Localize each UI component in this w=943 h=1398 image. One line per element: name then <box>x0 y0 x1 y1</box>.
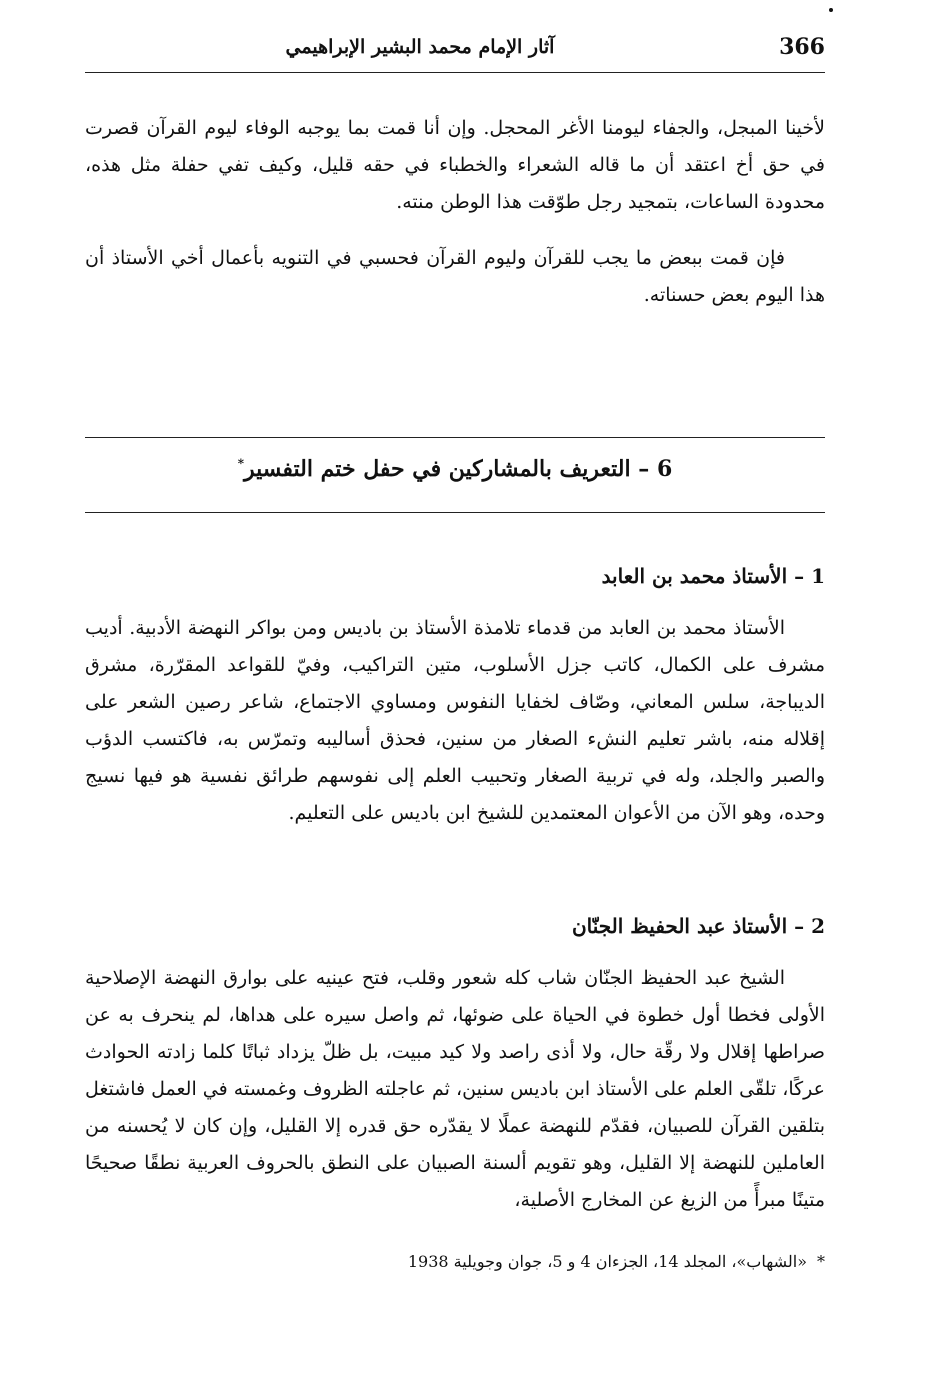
intro-paragraph-1 <box>85 110 825 221</box>
scan-speck <box>829 8 833 12</box>
footnote-mark: * <box>817 1252 825 1271</box>
footnote-text: «الشهاب»، المجلد 14، الجزءان 4 و 5، جوان وجويلية 1938 <box>407 1252 807 1271</box>
intro-paragraph-1-text: لأخينا المبجل، والجفاء ليومنا الأغر المحجل. وإن أنا قمت بما يوجبه الوفاء ليوم القرآن قصرت في حق أخ اعتقد أن ما قاله الشعراء والخطباء في حقه قليل، وكيف تفي حفلة مثل هذه، محدودة الساعات، بتمجيد رجل طوّقت هذا الوطن منته. <box>85 117 825 213</box>
subsection-paragraph-2-text: الشيخ عبد الحفيظ الجنّان شاب كله شعور وقلب، فتح عينيه على بوارق النهضة الإصلاحية الأولى فخطا أول خطوة في الحياة على ضوئها، ثم واصل سيره على هداها، لم ينحرف به عن صراطها إقلال ولا رقّة حال، ولا أذى راصد ولا كيد مبيت، بل ظلّ يزداد ثباتًا كلما زادته الحوادث عركًا، تلقّى العلم على الأستاذ ابن باديس سنين، ثم عاجلته الظروف وغمسته في العمل فاشتغل بتلقين القرآن للصبيان، فقدّم للنهضة عملًا لا يقدّره حق قدره إلا القليل، وإن كان لا يُحسنه من العاملين للنهضة إلا القليل، وهو تقويم ألسنة الصبيان على النطق بالحروف العربية نطقًا صحيحًا متينًا مبرأً من الزيغ عن المخارج الأصلية، <box>85 967 825 1211</box>
subsection-dash: – <box>794 914 805 938</box>
subsection-paragraph-1 <box>85 610 825 832</box>
header-rule <box>85 72 825 73</box>
subsection-dash: – <box>794 564 805 588</box>
running-title: آثار الإمام محمد البشير الإبراهيمي <box>285 36 555 58</box>
subsection-title: الأستاذ عبد الحفيظ الجنّان <box>571 914 788 938</box>
section-rule-bottom <box>85 512 825 513</box>
subsection-heading-2 <box>85 914 825 938</box>
subsection-paragraph-2 <box>85 960 825 1219</box>
subsection-paragraph-1-text: الأستاذ محمد بن العابد من قدماء تلامذة الأستاذ بن باديس ومن بواكر النهضة الأدبية. أديب مشرف على الكمال، كاتب جزل الأسلوب، متين التراكيب، وفيّ للقواعد المقرّرة، مشرق الديباجة، سلس المعاني، وصّاف لخفايا النفوس ومساوي الاجتماع، شاعر رصين الشعر على إقلاله منه، باشر تعليم النشء الصغار من سنين، فحذق أساليبه وتمرّس به، فاكتسب الدؤب والصبر والجلد، وله في تربية الصغار وتحبيب العلم إلى نفوسهم طرائق نفسية هو فيها نسيج وحده، وهو الآن من الأعوان المعتمدين للشيخ ابن باديس على التعليم. <box>85 617 825 824</box>
intro-paragraph-2 <box>85 240 825 314</box>
section-rule-top <box>85 437 825 438</box>
intro-paragraph-2-text: فإن قمت ببعض ما يجب للقرآن وليوم القرآن فحسبي في التنويه بأعمال أخي الأستاذ أن هذا اليوم بعض حسناته. <box>85 247 825 306</box>
section-number: 6 <box>656 456 673 482</box>
page-header <box>85 30 825 72</box>
section-footnote-mark: * <box>237 456 245 471</box>
subsection-number: 2 <box>811 914 825 938</box>
section-dash: – <box>638 456 650 482</box>
subsection-number: 1 <box>811 564 825 588</box>
footnote <box>85 1252 825 1271</box>
subsection-heading-1 <box>85 564 825 588</box>
subsection-title: الأستاذ محمد بن العابد <box>601 564 788 588</box>
section-title: التعريف بالمشاركين في حفل ختم التفسير <box>244 456 631 482</box>
section-heading <box>85 456 825 482</box>
page-number: 366 <box>779 34 825 60</box>
